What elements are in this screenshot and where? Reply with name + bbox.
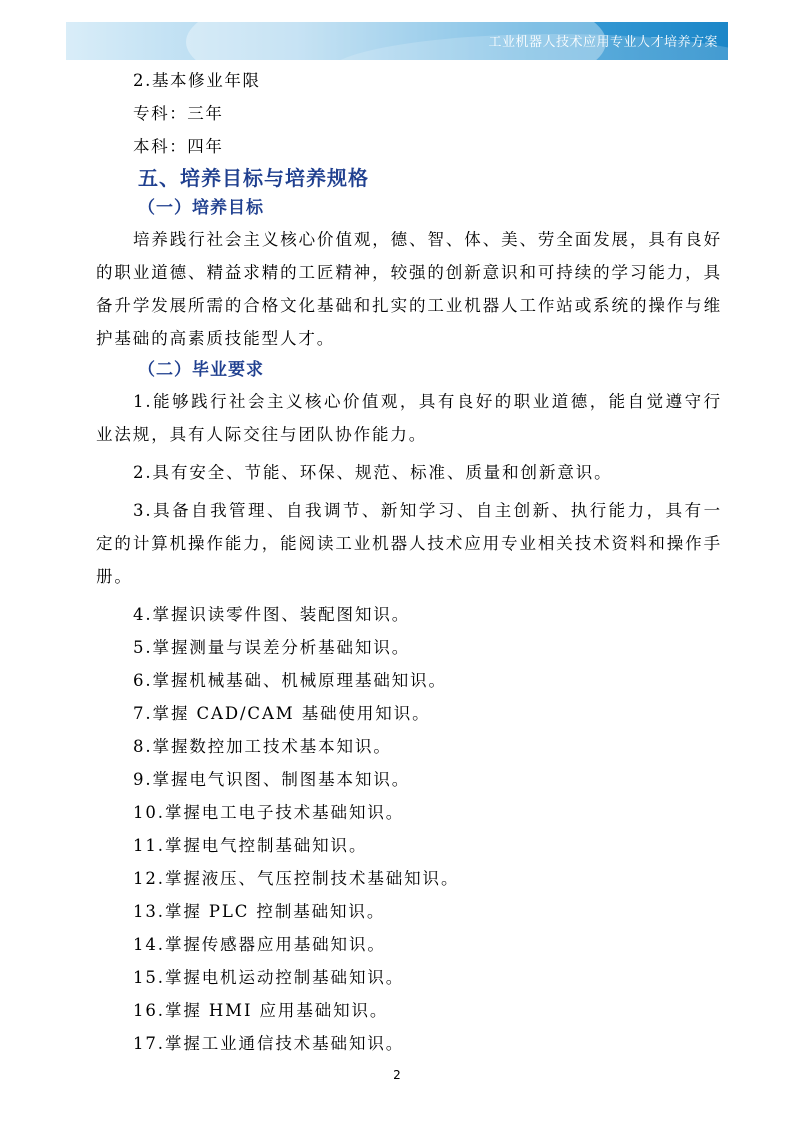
document-body <box>96 64 722 1060</box>
requirement-item-16: 16.掌握 HMI 应用基础知识。 <box>133 1001 389 1020</box>
requirement-item-17: 17.掌握工业通信技术基础知识。 <box>133 1034 405 1053</box>
requirement-item-14: 14.掌握传感器应用基础知识。 <box>133 935 386 954</box>
requirement-item-13: 13.掌握 PLC 控制基础知识。 <box>133 902 386 921</box>
requirement-item-11: 11.掌握电气控制基础知识。 <box>133 836 368 855</box>
study-years-label: 2.基本修业年限 <box>133 71 261 90</box>
requirement-item-8: 8.掌握数控加工技术基本知识。 <box>133 737 392 756</box>
requirement-item-3: 3.具备自我管理、自我调节、新知学习、自主创新、执行能力，具有一定的计算机操作能力，能阅读工业机器人技术应用专业相关技术资料和操作手册。 <box>96 501 722 586</box>
subsection-heading-goal: （一）培养目标 <box>138 198 264 218</box>
requirement-item-7: 7.掌握 CAD/CAM 基础使用知识。 <box>133 704 431 723</box>
page-header-band <box>66 22 728 60</box>
requirement-item-10: 10.掌握电工电子技术基础知识。 <box>133 803 405 822</box>
requirement-item-6: 6.掌握机械基础、机械原理基础知识。 <box>133 671 447 690</box>
bachelor-years: 本科：四年 <box>133 137 224 156</box>
subsection-heading-requirements: （二）毕业要求 <box>138 360 264 380</box>
requirement-item-5: 5.掌握测量与误差分析基础知识。 <box>133 638 411 657</box>
requirement-item-4: 4.掌握识读零件图、装配图知识。 <box>133 605 411 624</box>
requirement-item-12: 12.掌握液压、气压控制技术基础知识。 <box>133 869 460 888</box>
header-title: 工业机器人技术应用专业人才培养方案 <box>488 35 718 50</box>
requirement-item-9: 9.掌握电气识图、制图基本知识。 <box>133 770 411 789</box>
associate-years: 专科：三年 <box>133 104 224 123</box>
goal-paragraph: 培养践行社会主义核心价值观，德、智、体、美、劳全面发展，具有良好的职业道德、精益求精的工匠精神，较强的创新意识和可持续的学习能力，具备升学发展所需的合格文化基础和扎实的工业机器人工作站或系统的操作与维护基础的高素质技能型人才。 <box>96 230 722 348</box>
page-number: 2 <box>393 1068 401 1082</box>
section-heading: 五、培养目标与培养规格 <box>138 166 369 190</box>
requirement-item-2: 2.具有安全、节能、环保、规范、标准、质量和创新意识。 <box>133 463 613 482</box>
requirement-item-1: 1.能够践行社会主义核心价值观，具有良好的职业道德，能自觉遵守行业法规，具有人际交往与团队协作能力。 <box>96 392 722 444</box>
requirement-item-15: 15.掌握电机运动控制基础知识。 <box>133 968 405 987</box>
